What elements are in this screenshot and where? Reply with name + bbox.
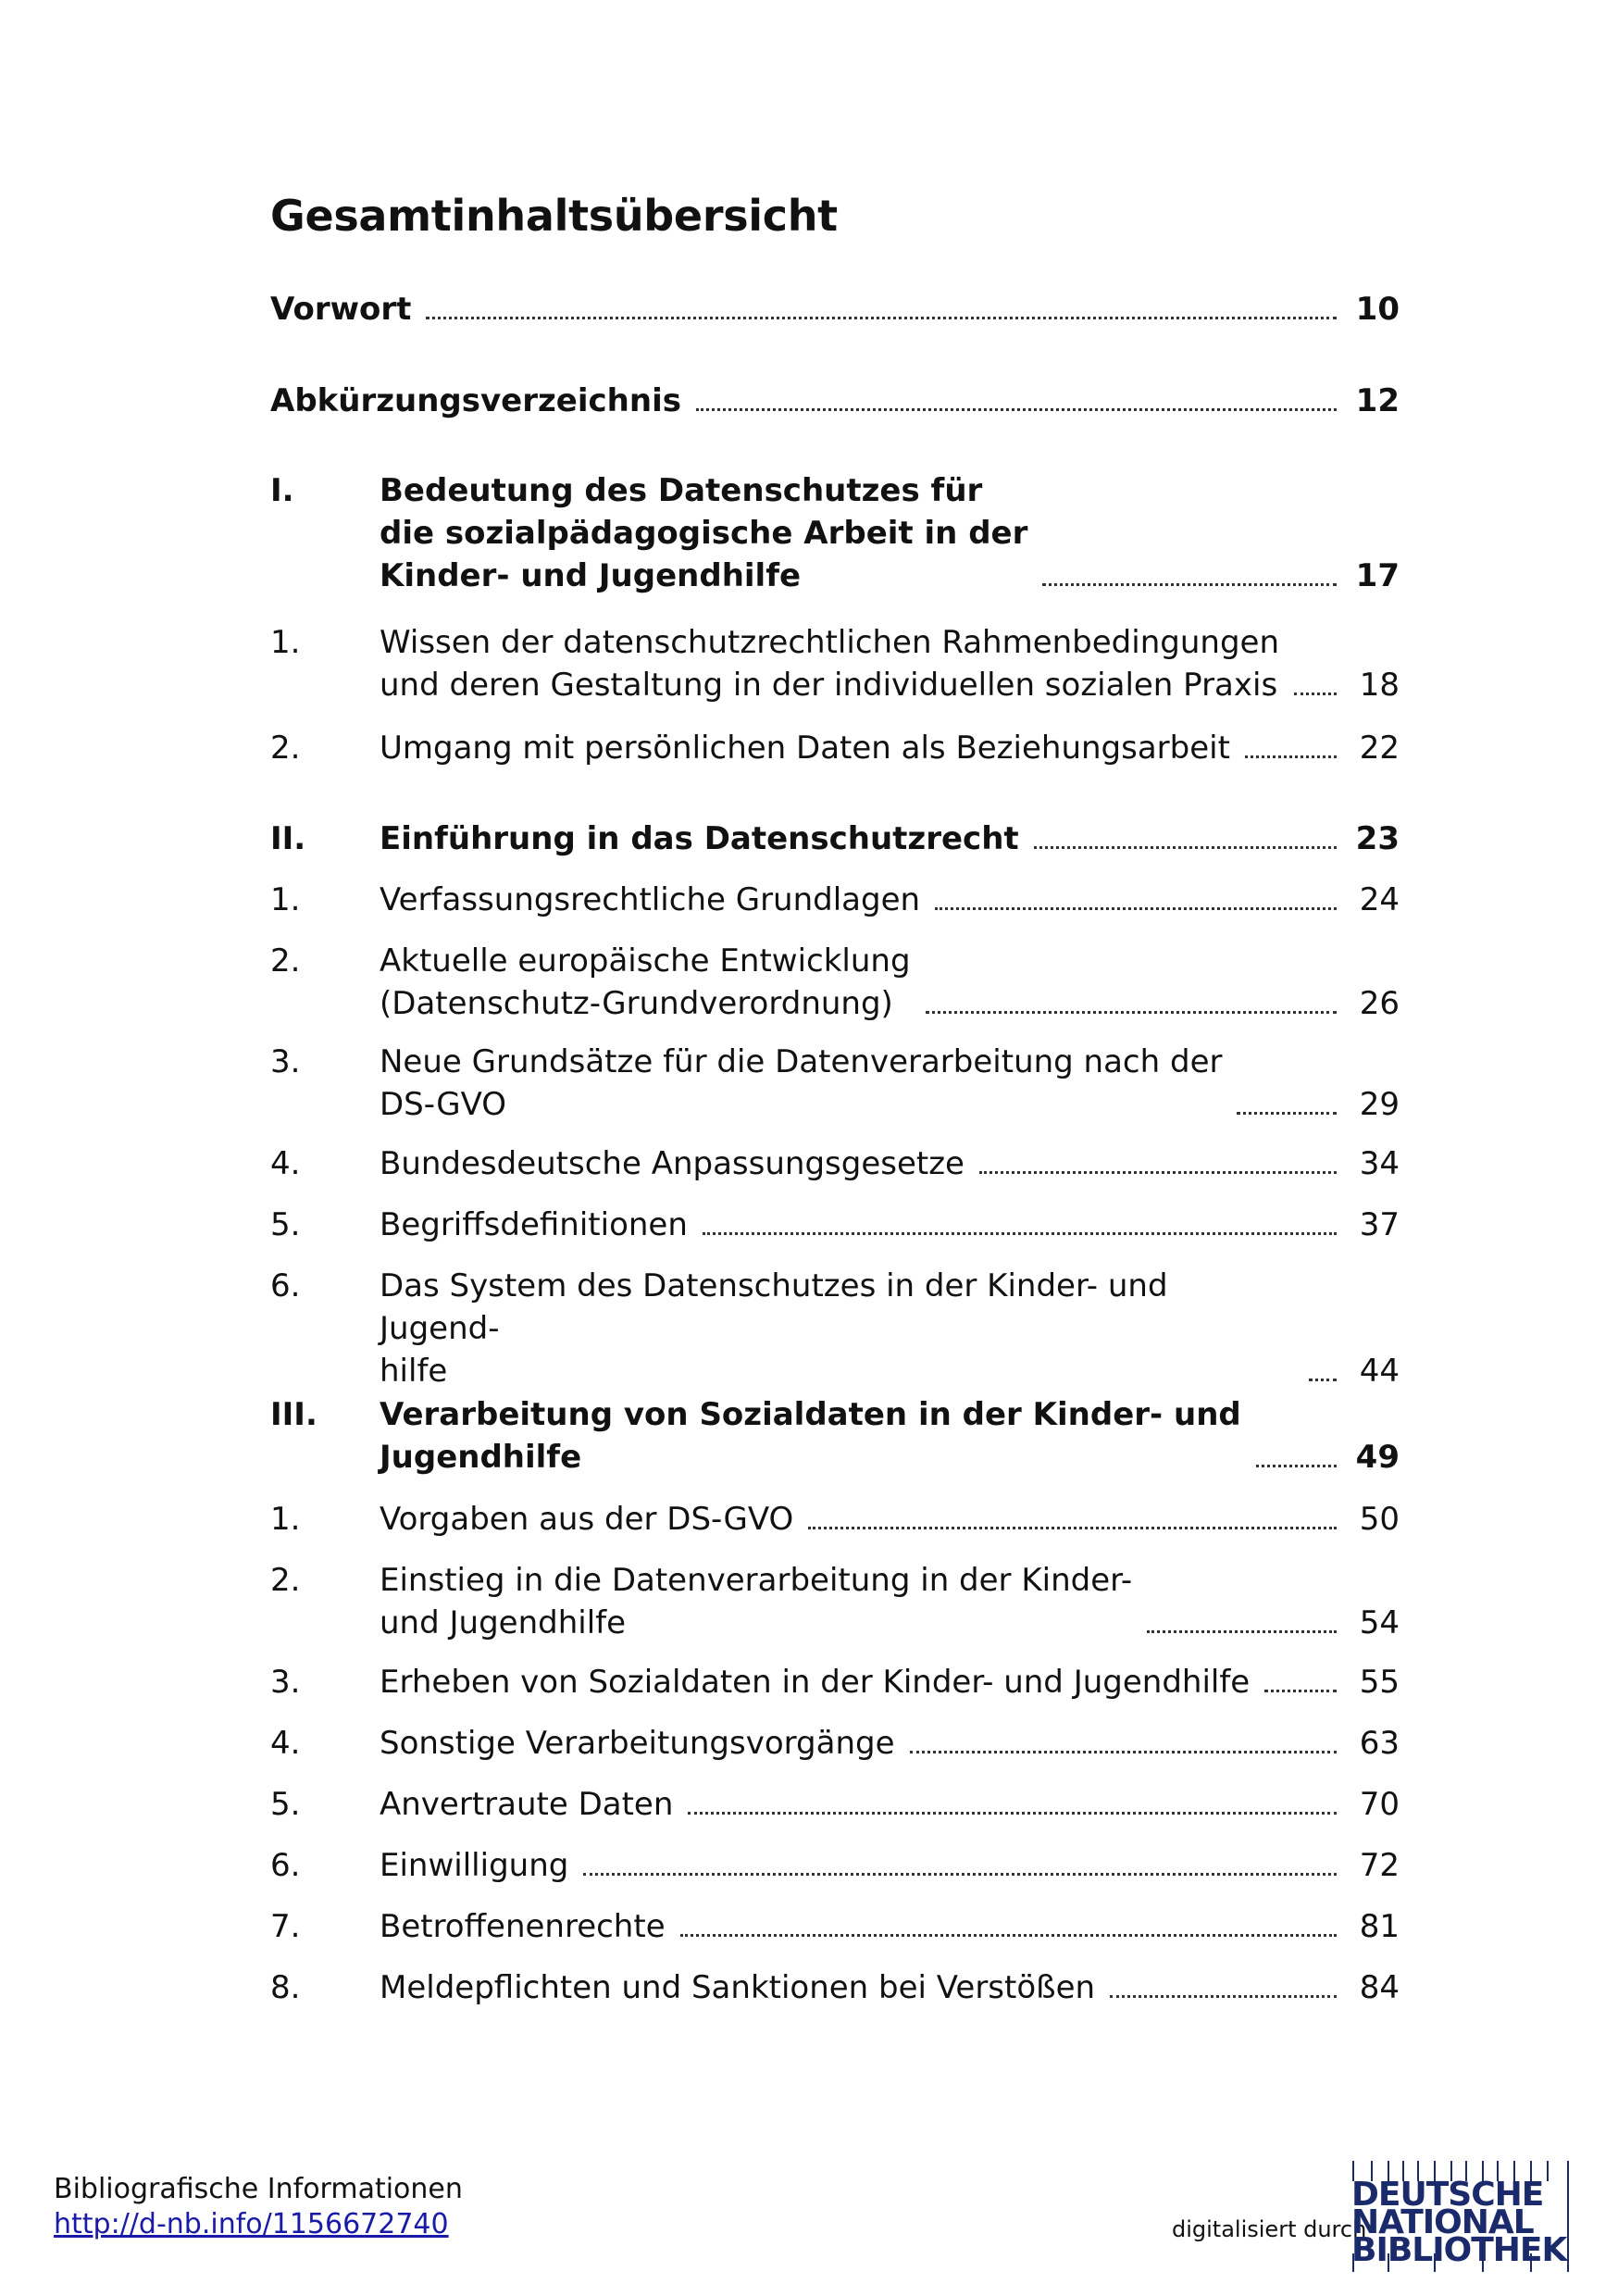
toc-number: 1. [270,1501,301,1538]
toc-entry-text: Abkürzungsverzeichnis [270,382,681,419]
toc-entry-text: Vorwort [270,291,412,328]
toc-page-number: 49 [1355,1439,1400,1476]
toc-entry [270,1844,1400,1887]
toc-page-number: 54 [1359,1604,1400,1641]
toc-entry-text: Erheben von Sozialdaten in der Kinder- und Jugendhilfe [380,1664,1251,1701]
toc-entry-text: Aktuelle europäische Entwicklung (Datenschutz-Grundverordnung) [380,942,911,1022]
dot-leader [1245,755,1337,758]
toc-entry [270,288,1400,331]
toc-number: 3. [270,1043,301,1080]
toc-page-number: 50 [1359,1501,1400,1538]
toc-number: I. [270,472,294,509]
toc-number: 3. [270,1664,301,1701]
toc-page-number: 44 [1359,1353,1400,1390]
dot-leader [1237,1112,1337,1115]
dot-leader [426,317,1337,319]
toc-page-number: 55 [1359,1664,1400,1701]
toc-entry [270,1041,1400,1126]
toc-number: 2. [270,942,301,980]
toc-page-number: 37 [1359,1206,1400,1243]
toc-number: II. [270,820,306,857]
toc-entry-text: Vorgaben aus der DS-GVO [380,1501,794,1538]
toc-entry-text: Einwilligung [380,1847,569,1884]
toc-number: 4. [270,1725,301,1762]
dot-leader [1294,693,1337,695]
toc-page-number: 17 [1355,557,1400,594]
toc-entry [270,1661,1400,1703]
toc-page-number: 84 [1359,1969,1400,2006]
toc-entry [270,1783,1400,1826]
toc-entry [270,1393,1400,1479]
toc-entry-text: Wissen der datenschutzrechtlichen Rahmenbedingungen und deren Gestaltung in der individuellen sozialen Praxis [380,624,1279,704]
toc-entry-text: Verarbeitung von Sozialdaten in der Kinder- und Jugendhilfe [380,1396,1241,1476]
dot-leader [1256,1465,1337,1467]
dot-leader [1147,1630,1337,1633]
toc-number: 2. [270,730,301,767]
toc-entry-text: Einführung in das Datenschutzrecht [380,820,1019,857]
dot-leader [808,1527,1337,1529]
toc-page-number: 22 [1359,730,1400,767]
dot-leader [926,1011,1337,1014]
toc-number: 5. [270,1786,301,1823]
dot-leader [680,1934,1337,1937]
toc-entry-text: Das System des Datenschutzes in der Kinder- und Jugend- hilfe [380,1267,1168,1390]
dot-leader [696,408,1337,411]
toc-page-number: 18 [1359,667,1400,704]
toc-number: 1. [270,881,301,918]
bibliographic-info [54,2172,463,2242]
toc-entry-text: Anvertraute Daten [380,1786,674,1823]
dnb-logo-line-3: BIBLIOTHEK [1351,2231,1567,2269]
dot-leader [703,1232,1337,1235]
toc-page-number: 34 [1359,1145,1400,1182]
dnb-info-link[interactable]: http://d-nb.info/1156672740 [54,2208,449,2240]
toc-entry-text: Bundesdeutsche Anpassungsgesetze [380,1145,965,1182]
dot-leader [910,1751,1337,1753]
toc-entry [270,1498,1400,1541]
toc-number: 2. [270,1562,301,1599]
toc-page-number: 24 [1359,881,1400,918]
toc-entry-text: Umgang mit persönlichen Daten als Beziehungsarbeit [380,730,1230,767]
toc-page-number: 70 [1359,1786,1400,1823]
dot-leader [1309,1379,1337,1381]
toc-entry-text: Betroffenenrechte [380,1908,666,1945]
toc-entry [270,1966,1400,2009]
toc-entry-text: Bedeutung des Datenschutzes für die sozialpädagogische Arbeit in der Kinder- und Jugendhilfe [380,472,1028,594]
toc-entry-text: Begriffsdefinitionen [380,1206,688,1243]
dnb-logo-line-2: NATIONAL [1351,2203,1534,2241]
dnb-logo-line-1: DEUTSCHE [1351,2176,1544,2214]
dot-leader [935,907,1337,910]
toc-entry [270,621,1400,706]
toc-page-number: 81 [1359,1908,1400,1945]
dot-leader [979,1171,1337,1174]
toc-page-number: 29 [1359,1086,1400,1123]
toc-entry [270,1559,1400,1644]
toc-number: 7. [270,1908,301,1945]
toc-entry [270,727,1400,769]
toc-entry [270,1265,1400,1392]
toc-entry-text: Einstieg in die Datenverarbeitung in der Kinder- und Jugendhilfe [380,1562,1133,1641]
toc-number: III. [270,1396,317,1433]
toc-number: 6. [270,1267,301,1304]
toc-entry [270,1142,1400,1185]
toc-number: 5. [270,1206,301,1243]
dot-leader [583,1873,1337,1876]
toc-number: 1. [270,624,301,661]
dot-leader [1264,1690,1337,1692]
toc-entry [270,940,1400,1025]
bibliographic-info-label: Bibliografische Informationen [54,2173,463,2205]
dot-leader [688,1812,1337,1815]
dnb-logo [1350,2161,1572,2272]
page-title: Gesamtinhaltsübersicht [270,191,838,241]
toc-page-number: 26 [1359,985,1400,1022]
toc-entry-text: Sonstige Verarbeitungsvorgänge [380,1725,895,1762]
toc-page-number: 23 [1355,820,1400,857]
toc-number: 8. [270,1969,301,2006]
toc-entry [270,1722,1400,1765]
toc-number: 4. [270,1145,301,1182]
toc-number: 6. [270,1847,301,1884]
dot-leader [1042,583,1337,586]
toc-entry [270,879,1400,921]
toc-entry-text: Meldepflichten und Sanktionen bei Verstößen [380,1969,1096,2006]
toc-page-number: 63 [1359,1725,1400,1762]
toc-page-number: 72 [1359,1847,1400,1884]
toc-page-number: 10 [1355,291,1400,328]
toc-page-number: 12 [1355,382,1400,419]
toc-entry [270,1204,1400,1246]
toc-entry [270,469,1400,597]
toc-entry [270,380,1400,422]
toc-entry-text: Verfassungsrechtliche Grundlagen [380,881,921,918]
dot-leader [1034,846,1337,849]
toc-entry-text: Neue Grundsätze für die Datenverarbeitung nach der DS-GVO [380,1043,1223,1123]
digitized-by-label: digitalisiert durch [1172,2216,1367,2242]
toc-entry [270,817,1400,860]
toc-entry [270,1905,1400,1948]
dot-leader [1110,1995,1337,1998]
